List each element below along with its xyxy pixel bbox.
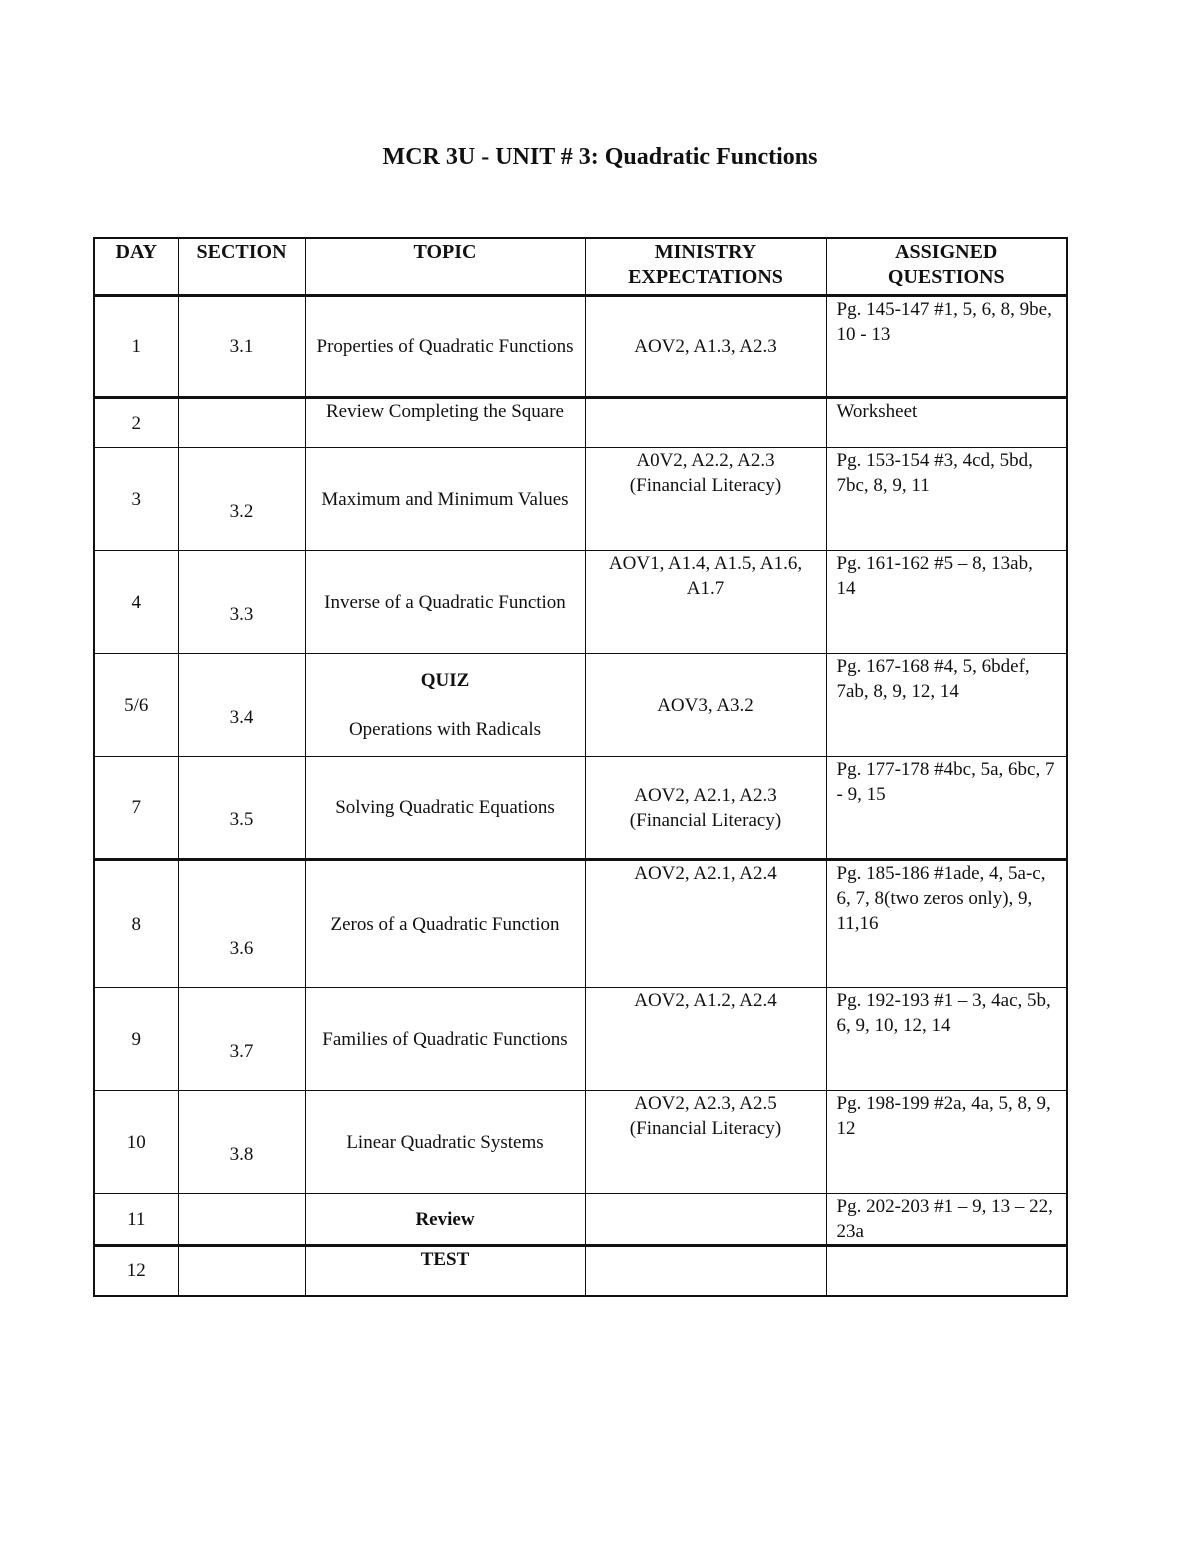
table-row <box>94 757 1067 860</box>
questions-cell: Pg. 177-178 #4bc, 5a, 6bc, 7 - 9, 15 <box>826 757 1067 860</box>
day-cell: 2 <box>94 398 178 448</box>
header-assigned-line2: QUESTIONS <box>887 266 1005 288</box>
questions-cell: Pg. 198-199 #2a, 4a, 5, 8, 9, 12 <box>826 1091 1067 1194</box>
table-row <box>94 988 1067 1091</box>
questions-cell: Worksheet <box>826 398 1067 448</box>
table-row <box>94 1194 1067 1246</box>
header-day: DAY <box>94 238 178 296</box>
day-cell: 10 <box>94 1091 178 1194</box>
questions-cell: Pg. 153-154 #3, 4cd, 5bd, 7bc, 8, 9, 11 <box>826 448 1067 551</box>
questions-cell: Pg. 202-203 #1 – 9, 13 – 22, 23a <box>826 1194 1067 1246</box>
expectations-cell: AOV2, A2.1, A2.3 (Financial Literacy) <box>585 757 826 860</box>
day-cell: 1 <box>94 296 178 398</box>
day-cell: 7 <box>94 757 178 860</box>
header-ministry-expectations <box>585 238 826 296</box>
section-cell <box>178 398 305 448</box>
topic-cell: Inverse of a Quadratic Function <box>305 551 585 654</box>
topic-cell: Families of Quadratic Functions <box>305 988 585 1091</box>
expectations-cell: AOV2, A2.1, A2.4 <box>585 860 826 988</box>
section-cell: 3.8 <box>178 1091 305 1194</box>
expectations-cell <box>585 1194 826 1246</box>
table-row <box>94 296 1067 398</box>
table-row <box>94 448 1067 551</box>
expectations-cell: A0V2, A2.2, A2.3 (Financial Literacy) <box>585 448 826 551</box>
header-topic: TOPIC <box>305 238 585 296</box>
day-cell: 9 <box>94 988 178 1091</box>
expectations-cell: AOV3, A3.2 <box>585 654 826 757</box>
section-cell: 3.4 <box>178 654 305 757</box>
expectations-cell: AOV2, A1.2, A2.4 <box>585 988 826 1091</box>
header-assigned-line1: ASSIGNED <box>895 241 998 263</box>
section-cell: 3.2 <box>178 448 305 551</box>
day-cell: 3 <box>94 448 178 551</box>
questions-cell: Pg. 185-186 #1ade, 4, 5a-c, 6, 7, 8(two zeros only), 9, 11,16 <box>826 860 1067 988</box>
day-cell: 5/6 <box>94 654 178 757</box>
day-cell: 11 <box>94 1194 178 1246</box>
table-row <box>94 1246 1067 1296</box>
section-cell <box>178 1194 305 1246</box>
expectations-cell: AOV1, A1.4, A1.5, A1.6, A1.7 <box>585 551 826 654</box>
expectations-cell <box>585 1246 826 1296</box>
header-assigned-questions <box>826 238 1067 296</box>
quiz-label: QUIZ <box>420 670 470 691</box>
day-cell: 8 <box>94 860 178 988</box>
questions-cell: Pg. 145-147 #1, 5, 6, 8, 9be, 10 - 13 <box>826 296 1067 398</box>
section-cell: 3.6 <box>178 860 305 988</box>
questions-cell: Pg. 167-168 #4, 5, 6bdef, 7ab, 8, 9, 12, 14 <box>826 654 1067 757</box>
topic-cell: Zeros of a Quadratic Function <box>305 860 585 988</box>
section-cell: 3.1 <box>178 296 305 398</box>
questions-cell: Pg. 161-162 #5 – 8, 13ab, 14 <box>826 551 1067 654</box>
day-cell: 4 <box>94 551 178 654</box>
topic-cell: Maximum and Minimum Values <box>305 448 585 551</box>
header-section: SECTION <box>178 238 305 296</box>
table-row <box>94 398 1067 448</box>
expectations-cell: AOV2, A1.3, A2.3 <box>585 296 826 398</box>
questions-cell: Pg. 192-193 #1 – 3, 4ac, 5b, 6, 9, 10, 12, 14 <box>826 988 1067 1091</box>
day-cell: 12 <box>94 1246 178 1296</box>
header-ministry-line2: EXPECTATIONS <box>628 266 783 288</box>
section-cell: 3.3 <box>178 551 305 654</box>
table-header-row <box>94 238 1067 296</box>
topic-cell: TEST <box>305 1246 585 1296</box>
topic-cell: Linear Quadratic Systems <box>305 1091 585 1194</box>
topic-cell <box>305 654 585 757</box>
table-row <box>94 654 1067 757</box>
table-row <box>94 551 1067 654</box>
table-row <box>94 1091 1067 1194</box>
expectations-cell <box>585 398 826 448</box>
questions-cell <box>826 1246 1067 1296</box>
topic-text: Operations with Radicals <box>348 719 542 740</box>
expectations-cell: AOV2, A2.3, A2.5 (Financial Literacy) <box>585 1091 826 1194</box>
section-cell <box>178 1246 305 1296</box>
topic-cell: Review Completing the Square <box>305 398 585 448</box>
section-cell: 3.5 <box>178 757 305 860</box>
header-ministry-line1: MINISTRY <box>654 241 757 263</box>
topic-cell: Properties of Quadratic Functions <box>305 296 585 398</box>
table-row <box>94 860 1067 988</box>
unit-schedule-table <box>93 237 1068 1297</box>
topic-cell: Solving Quadratic Equations <box>305 757 585 860</box>
section-cell: 3.7 <box>178 988 305 1091</box>
topic-cell: Review <box>305 1194 585 1246</box>
page-title: MCR 3U - UNIT # 3: Quadratic Functions <box>382 144 818 170</box>
